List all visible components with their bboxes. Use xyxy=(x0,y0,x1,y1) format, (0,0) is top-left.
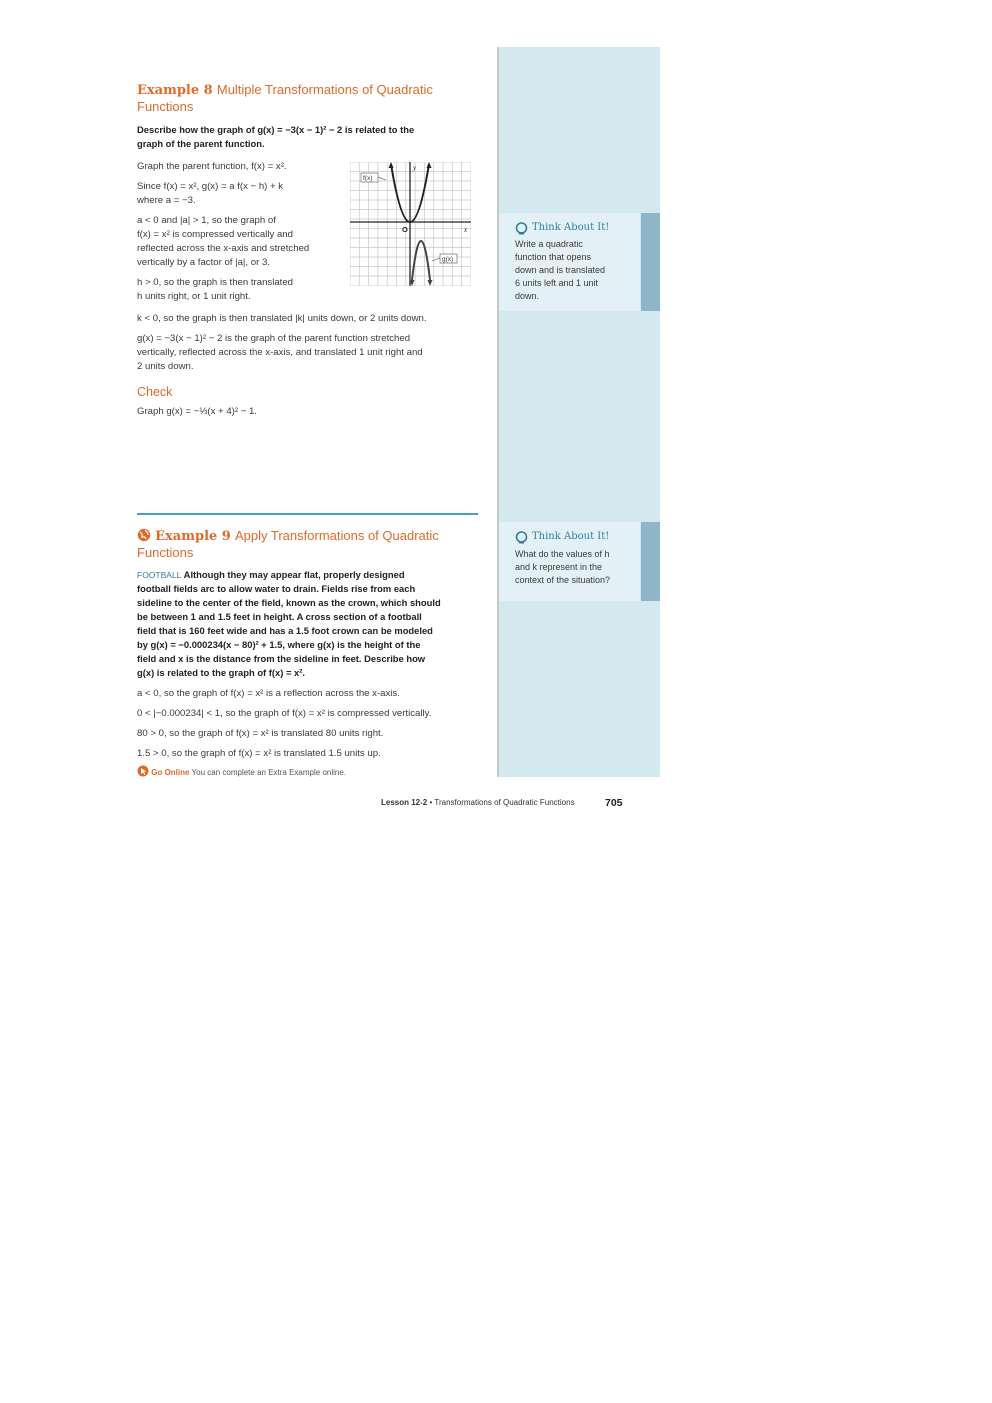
lightbulb-icon xyxy=(515,531,528,544)
page-footer: Lesson 12-2 • Transformations of Quadratic Functions xyxy=(381,798,575,807)
think-tab-1 xyxy=(641,213,660,311)
example9-steps xyxy=(137,687,482,761)
transformed-parabola-g xyxy=(412,241,430,280)
go-online-link[interactable]: Go Online You can complete an Extra Example online. xyxy=(137,765,346,777)
example8-prompt: Describe how the graph of g(x) = −3(x − 1)² − 2 is related to the graph of the parent function. xyxy=(137,124,415,149)
check-text: Graph g(x) = −⅓(x + 4)² − 1. xyxy=(137,406,257,417)
sidebar-edge xyxy=(497,47,499,777)
x-axis-label: x xyxy=(464,226,468,234)
globe-icon xyxy=(137,528,151,542)
section-divider xyxy=(137,513,478,515)
y-axis-label: y xyxy=(413,164,417,172)
g-label: g(x) xyxy=(442,256,454,263)
think-body-1: Write a quadratic function that opens down and is translated 6 units left and 1 unit down. xyxy=(515,239,606,301)
keyword-football: FOOTBALL xyxy=(137,570,182,580)
arrow-f-right xyxy=(427,162,432,168)
step-1: Graph the parent function, f(x) = x². xyxy=(137,161,287,172)
example9-prompt: FOOTBALL Although they may appear flat, properly designed football fields arc to allow water to drain. Fields rise from each sideline to the center of the field, known as the crown, which should be between 1 and 1.5 feet in height. A cross section of a football field that is 160 feet wide and has a 1.5 foot crown can be modeled by g(x) = −0.000234(x − 80)² + 1.5, where g(x) is the height of the field and x is the distance from the sideline in feet. Describe how g(x) is related to the graph of f(x) = x². xyxy=(137,569,441,678)
step-4: h > 0, so the graph is then translated h units right, or 1 unit right. xyxy=(137,277,294,302)
arrow-g-right xyxy=(428,280,433,286)
think-about-it-box-1: Think About It! Write a quadratic function that opens down and is translated 6 units left and 1 unit down. xyxy=(499,213,640,311)
example9-title: Example 9 Apply Transformations of Quadratic Functions xyxy=(137,528,439,560)
step-3: 80 > 0, so the graph of f(x) = x² is translated 80 units right. xyxy=(137,728,384,739)
check-heading: Check xyxy=(137,385,173,399)
think-tab-2 xyxy=(641,522,660,601)
arrow-f-left xyxy=(389,162,394,168)
cursor-icon xyxy=(137,765,149,777)
think-about-it-box-2: Think About It! What do the values of h and k represent in the context of the situation? xyxy=(499,522,640,601)
step-1: a < 0, so the graph of f(x) = x² is a reflection across the x-axis. xyxy=(137,688,400,699)
step-2: 0 < |−0.000234| < 1, so the graph of f(x) = x² is compressed vertically. xyxy=(137,708,432,719)
think-body-2: What do the values of h and k represent in the context of the situation? xyxy=(515,549,611,585)
lightbulb-icon xyxy=(515,222,528,235)
example8-steps xyxy=(137,160,347,304)
step-3: a < 0 and |a| > 1, so the graph of f(x) = x² is compressed vertically and reflected across the x-axis and stretched vertically by a factor of |a|, or 3. xyxy=(137,215,310,268)
example8-summary: g(x) = −3(x − 1)² − 2 is the graph of the parent function stretched vertically, reflected across the x-axis, and translated 1 unit right and 2 units down. xyxy=(137,333,423,372)
origin-label: O xyxy=(402,225,408,234)
step-2: Since f(x) = x², g(x) = a f(x − h) + k where a = −3. xyxy=(137,181,284,206)
step-4: 1.5 > 0, so the graph of f(x) = x² is translated 1.5 units up. xyxy=(137,748,381,759)
f-label: f(x) xyxy=(363,175,373,182)
example8-title: Example 8 Multiple Transformations of Quadratic Functions xyxy=(137,82,433,114)
transformation-graph xyxy=(350,162,471,286)
page-number: 705 xyxy=(605,797,623,809)
example8-step5: k < 0, so the graph is then translated |k| units down, or 2 units down. xyxy=(137,313,427,324)
margin-sidebar xyxy=(497,47,660,777)
